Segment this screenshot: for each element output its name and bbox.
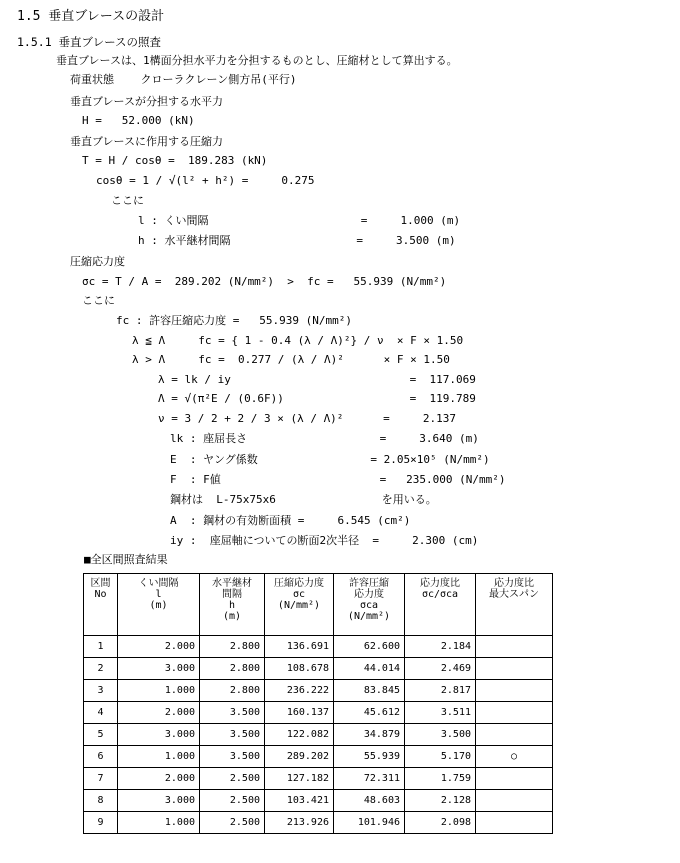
effective-area-line: A : 鋼材の有効断面積 = 6.545 (cm²) bbox=[170, 514, 411, 527]
cell-stress-ratio: 2.469 bbox=[405, 658, 476, 680]
cell-compressive-stress: 236.222 bbox=[265, 680, 334, 702]
cell-compressive-stress: 213.926 bbox=[265, 812, 334, 834]
cell-horizontal-spacing: 3.500 bbox=[200, 746, 265, 768]
cell-compressive-stress: 160.137 bbox=[265, 702, 334, 724]
cell-max-span-mark bbox=[476, 790, 553, 812]
horizontal-force-value: H = 52.000 (kN) bbox=[82, 114, 195, 127]
cell-compressive-stress: 108.678 bbox=[265, 658, 334, 680]
cell-pile-spacing: 3.000 bbox=[118, 658, 200, 680]
cell-horizontal-spacing: 2.800 bbox=[200, 680, 265, 702]
cell-max-span-mark bbox=[476, 636, 553, 658]
cell-horizontal-spacing: 3.500 bbox=[200, 724, 265, 746]
cell-allowable-stress: 45.612 bbox=[334, 702, 405, 724]
table-row bbox=[84, 658, 553, 680]
cell-allowable-stress: 48.603 bbox=[334, 790, 405, 812]
limit-slenderness-formula: Λ = √(π²E / (0.6F)) = 119.789 bbox=[158, 392, 476, 405]
header-section-no: 区間 No bbox=[84, 574, 118, 636]
cell-stress-ratio: 5.170 bbox=[405, 746, 476, 768]
intro-text: 垂直ブレースは、1構面分担水平力を分担するものとし、圧縮材として算出する。 bbox=[56, 54, 458, 67]
cell-section-no: 1 bbox=[84, 636, 118, 658]
table-row bbox=[84, 680, 553, 702]
results-table bbox=[83, 573, 553, 834]
cell-allowable-stress: 83.845 bbox=[334, 680, 405, 702]
cell-pile-spacing: 3.000 bbox=[118, 724, 200, 746]
cell-pile-spacing: 2.000 bbox=[118, 702, 200, 724]
cell-section-no: 8 bbox=[84, 790, 118, 812]
compressive-stress-heading: 圧縮応力度 bbox=[70, 255, 125, 268]
header-max-span: 応力度比 最大スパン bbox=[476, 574, 553, 636]
cell-allowable-stress: 44.014 bbox=[334, 658, 405, 680]
table-header-row bbox=[84, 574, 553, 636]
cell-compressive-stress: 289.202 bbox=[265, 746, 334, 768]
cell-compressive-stress: 136.691 bbox=[265, 636, 334, 658]
where-label-1: ここに bbox=[111, 194, 144, 207]
table-row bbox=[84, 724, 553, 746]
cell-stress-ratio: 2.817 bbox=[405, 680, 476, 702]
cell-section-no: 9 bbox=[84, 812, 118, 834]
cell-horizontal-spacing: 2.800 bbox=[200, 658, 265, 680]
compression-force-formula: T = H / cosθ = 189.283 (kN) bbox=[82, 154, 268, 167]
pile-spacing-definition: l : くい間隔 = 1.000 (m) bbox=[138, 214, 461, 227]
cell-section-no: 3 bbox=[84, 680, 118, 702]
table-row bbox=[84, 636, 553, 658]
cell-horizontal-spacing: 2.800 bbox=[200, 636, 265, 658]
steel-member-line: 鋼材は L-75x75x6 を用いる。 bbox=[170, 493, 437, 506]
slenderness-ratio-formula: λ = lk / iy = 117.069 bbox=[158, 373, 476, 386]
cell-max-span-mark bbox=[476, 724, 553, 746]
header-allowable-stress: 許容圧縮 応力度 σca (N/mm²) bbox=[334, 574, 405, 636]
cell-allowable-stress: 72.311 bbox=[334, 768, 405, 790]
cell-max-span-mark bbox=[476, 658, 553, 680]
cell-stress-ratio: 1.759 bbox=[405, 768, 476, 790]
cell-pile-spacing: 3.000 bbox=[118, 790, 200, 812]
cell-max-span-mark bbox=[476, 768, 553, 790]
section-title: 1.5 垂直ブレースの設計 bbox=[17, 9, 165, 24]
cell-max-span-mark bbox=[476, 702, 553, 724]
table-row bbox=[84, 812, 553, 834]
youngs-modulus-line: E : ヤング係数 = 2.05×10⁵ (N/mm²) bbox=[170, 453, 490, 466]
subsection-title: 1.5.1 垂直ブレースの照査 bbox=[17, 35, 162, 49]
cos-theta-formula: cosθ = 1 / √(l² + h²) = 0.275 bbox=[96, 174, 315, 187]
table-row bbox=[84, 768, 553, 790]
cell-pile-spacing: 1.000 bbox=[118, 746, 200, 768]
cell-section-no: 5 bbox=[84, 724, 118, 746]
cell-stress-ratio: 2.128 bbox=[405, 790, 476, 812]
f-value-line: F : F値 = 235.000 (N/mm²) bbox=[170, 473, 506, 486]
cell-allowable-stress: 55.939 bbox=[334, 746, 405, 768]
cell-section-no: 6 bbox=[84, 746, 118, 768]
cell-horizontal-spacing: 2.500 bbox=[200, 790, 265, 812]
cell-pile-spacing: 1.000 bbox=[118, 812, 200, 834]
header-pile-spacing: くい間隔 l (m) bbox=[118, 574, 200, 636]
cell-stress-ratio: 3.500 bbox=[405, 724, 476, 746]
cell-pile-spacing: 2.000 bbox=[118, 768, 200, 790]
buckling-length-line: lk : 座屈長さ = 3.640 (m) bbox=[170, 432, 479, 445]
cell-section-no: 4 bbox=[84, 702, 118, 724]
allowable-stress-definition: fc : 許容圧縮応力度 = 55.939 (N/mm²) bbox=[116, 314, 352, 327]
cell-max-span-mark bbox=[476, 680, 553, 702]
radius-of-gyration-line: iy : 座屈軸についての断面2次半径 = 2.300 (cm) bbox=[170, 534, 479, 547]
table-row bbox=[84, 702, 553, 724]
load-state-line: 荷重状態 クローラクレーン側方吊(平行) bbox=[70, 73, 297, 86]
cell-allowable-stress: 101.946 bbox=[334, 812, 405, 834]
cell-section-no: 2 bbox=[84, 658, 118, 680]
table-row bbox=[84, 790, 553, 812]
cell-section-no: 7 bbox=[84, 768, 118, 790]
cell-horizontal-spacing: 2.500 bbox=[200, 812, 265, 834]
cell-max-span-mark: ○ bbox=[476, 746, 553, 768]
safety-factor-formula: ν = 3 / 2 + 2 / 3 × (λ / Λ)² = 2.137 bbox=[158, 412, 457, 425]
cell-pile-spacing: 2.000 bbox=[118, 636, 200, 658]
condition-large-slenderness: λ > Λ fc = 0.277 / (λ / Λ)² × F × 1.50 bbox=[132, 353, 450, 366]
compression-force-heading: 垂直ブレースに作用する圧縮力 bbox=[70, 135, 224, 148]
cell-horizontal-spacing: 2.500 bbox=[200, 768, 265, 790]
cell-stress-ratio: 2.098 bbox=[405, 812, 476, 834]
horizontal-force-heading: 垂直ブレースが分担する水平力 bbox=[70, 95, 224, 108]
cell-compressive-stress: 103.421 bbox=[265, 790, 334, 812]
cell-allowable-stress: 34.879 bbox=[334, 724, 405, 746]
table-row bbox=[84, 746, 553, 768]
cell-horizontal-spacing: 3.500 bbox=[200, 702, 265, 724]
cell-stress-ratio: 2.184 bbox=[405, 636, 476, 658]
header-stress-ratio: 応力度比 σc/σca bbox=[405, 574, 476, 636]
condition-small-slenderness: λ ≦ Λ fc = { 1 - 0.4 (λ / Λ)²} / ν × F × 1.50 bbox=[132, 334, 464, 347]
results-table-heading: ■全区間照査結果 bbox=[84, 553, 168, 566]
header-horizontal-spacing: 水平継材 間隔 h (m) bbox=[200, 574, 265, 636]
cell-compressive-stress: 127.182 bbox=[265, 768, 334, 790]
where-label-2: ここに bbox=[82, 294, 115, 307]
cell-compressive-stress: 122.082 bbox=[265, 724, 334, 746]
cell-pile-spacing: 1.000 bbox=[118, 680, 200, 702]
cell-allowable-stress: 62.600 bbox=[334, 636, 405, 658]
compressive-stress-formula: σc = T / A = 289.202 (N/mm²) > fc = 55.939 (N/mm²) bbox=[82, 275, 447, 288]
cell-max-span-mark bbox=[476, 812, 553, 834]
header-compressive-stress: 圧縮応力度 σc (N/mm²) bbox=[265, 574, 334, 636]
cell-stress-ratio: 3.511 bbox=[405, 702, 476, 724]
horizontal-member-spacing-definition: h : 水平継材間隔 = 3.500 (m) bbox=[138, 234, 456, 247]
